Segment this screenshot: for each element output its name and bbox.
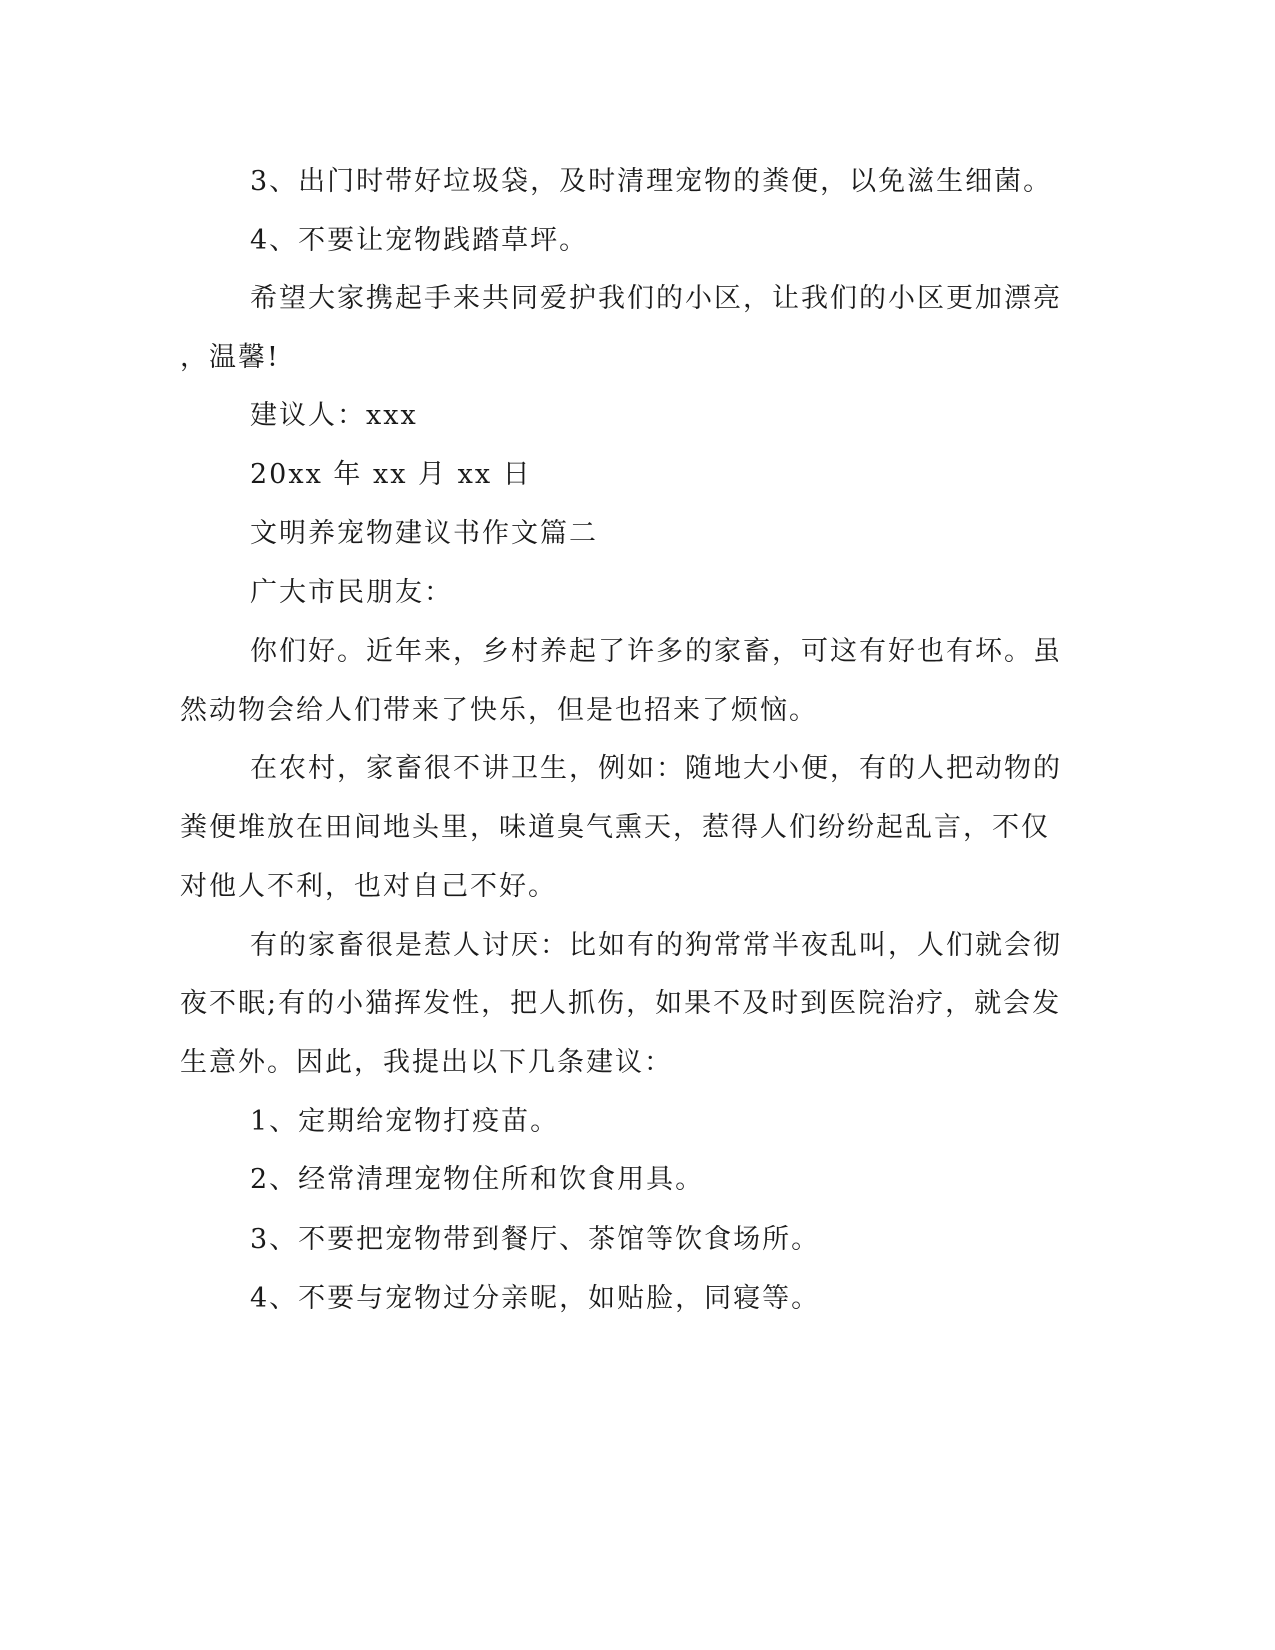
signature-proposer: 建议人：xxx <box>250 400 418 431</box>
list-item-3-garbage-bags: 3、出门时带好垃圾袋，及时清理宠物的粪便，以免滋生细菌。 <box>250 166 1053 197</box>
paragraph-2-line-2: 粪便堆放在田间地头里，味道臭气熏天，惹得人们纷纷起乱言，不仅 <box>180 812 1050 843</box>
paragraph-1-line-2: 然动物会给人们带来了快乐，但是也招来了烦恼。 <box>180 695 818 726</box>
suggestion-item-4: 4、不要与宠物过分亲昵，如贴脸，同寝等。 <box>250 1283 821 1314</box>
suggestion-item-1: 1、定期给宠物打疫苗。 <box>250 1106 560 1137</box>
list-item-4-lawn: 4、不要让宠物践踏草坪。 <box>250 225 589 256</box>
signature-date: 20xx 年 xx 月 xx 日 <box>250 459 532 490</box>
paragraph-2-line-3: 对他人不利，也对自己不好。 <box>180 871 557 902</box>
suggestion-item-3: 3、不要把宠物带到餐厅、茶馆等饮食场所。 <box>250 1224 821 1255</box>
section-title: 文明养宠物建议书作文篇二 <box>250 518 598 549</box>
closing-paragraph-line-1: 希望大家携起手来共同爱护我们的小区，让我们的小区更加漂亮 <box>250 283 1062 314</box>
salutation: 广大市民朋友： <box>250 577 453 608</box>
paragraph-3-line-1: 有的家畜很是惹人讨厌：比如有的狗常常半夜乱叫，人们就会彻 <box>250 930 1062 961</box>
paragraph-3-line-3: 生意外。因此，我提出以下几条建议： <box>180 1047 673 1078</box>
closing-paragraph-line-2: ，温馨! <box>180 342 280 373</box>
paragraph-2-line-1: 在农村，家畜很不讲卫生，例如：随地大小便，有的人把动物的 <box>250 753 1062 784</box>
paragraph-3-line-2: 夜不眠;有的小猫挥发性，把人抓伤，如果不及时到医院治疗，就会发 <box>180 988 1062 1019</box>
suggestion-item-2: 2、经常清理宠物住所和饮食用具。 <box>250 1164 705 1195</box>
paragraph-1-line-1: 你们好。近年来，乡村养起了许多的家畜，可这有好也有坏。虽 <box>250 636 1062 667</box>
